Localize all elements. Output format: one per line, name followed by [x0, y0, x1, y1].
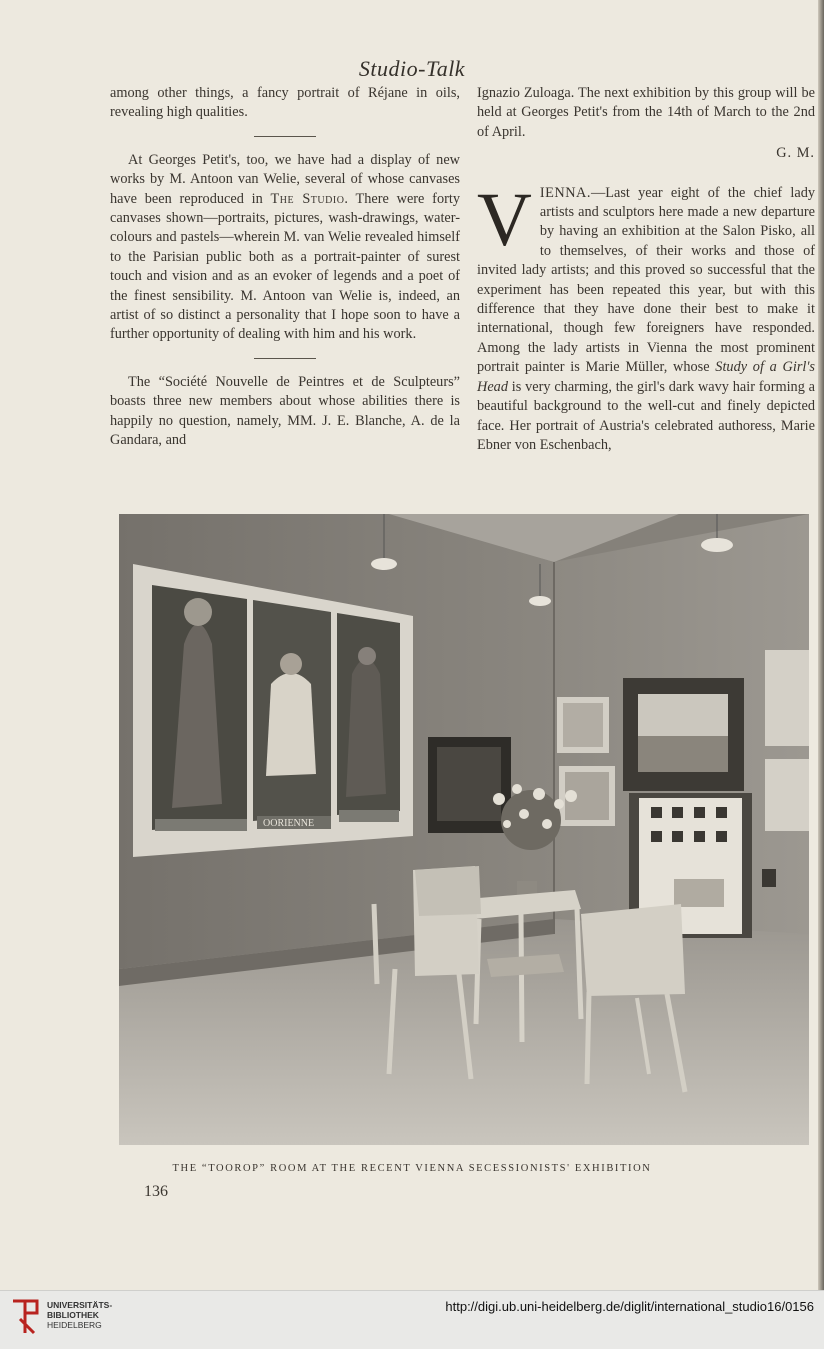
framed-painting	[765, 650, 809, 746]
source-url-link[interactable]: http://digi.ub.uni-heidelberg.de/diglit/international_studio16/0156	[445, 1299, 814, 1314]
left-column	[110, 84, 460, 451]
drop-cap: V	[477, 177, 532, 262]
figure-caption: THE “TOOROP” ROOM AT THE RECENT VIENNA SECESSIONISTS' EXHIBITION	[172, 1163, 652, 1174]
left-paragraph-3: The “Société Nouvelle de Peintres et de Sculpteurs” boasts three new members about whose abilities there is happily no question, namely, MM. J. E. Blanche, A. de la Gandara, and	[110, 373, 460, 449]
section-lead: IENNA.	[539, 184, 591, 201]
institution-name: UNIVERSITÄTS- BIBLIOTHEK HEIDELBERG	[47, 1300, 113, 1330]
artwork-title: Study of a Girl's Head	[477, 359, 815, 395]
page-edge-shadow	[818, 0, 824, 1290]
library-logo-icon	[10, 1297, 40, 1337]
vienna-paragraph: VIENNA.—Last year eight of the chief lady artists and sculptors here made a new departure by having an exhibition at the Salon Pisko, all to themselves, of their works and those of invited lady artists; and this proved so successful that the experiment has been repeated this year, but with this difference that they have done their best to make it international, though few foreigners have responded. Among the lady artists in Vienna the most prominent portrait painter is Marie Müller, whose Study of a Girl's Head is very charming, the girl's dark wavy hair forming a beautiful background to the well-cut and finely depicted face. Her portrait of Austria's celebrated authoress, Marie Ebner von Eschenbach,	[477, 177, 815, 453]
page-number: 136	[144, 1183, 168, 1200]
magazine-name: The Studio	[270, 190, 345, 207]
right-column	[477, 84, 815, 455]
left-paragraph-2: At Georges Petit's, too, we have had a display of new works by M. Antoon van Welie, several of whose canvases have been reproduced in The Studio. There were forty canvases shown—portraits, pictures, wash-drawings, water-colours and pastels—wherein M. van Welie revealed himself to the Parisian public both as a portrait-painter of surest touch and vision and as an evoker of legends and a poet of the finest sensibility. M. Antoon van Welie is, indeed, an artist of so distinct a personality that I hope soon to have a further opportunity of dealing with him and his work.	[110, 151, 460, 343]
left-paragraph-1: among other things, a fancy portrait of Réjane in oils, revealing high qualities.	[110, 85, 460, 121]
painting-inscription: OORIENNE	[263, 818, 315, 829]
section-rule	[254, 358, 316, 359]
section-rule	[254, 136, 316, 137]
wicker-chair	[415, 866, 481, 916]
framed-painting	[765, 759, 809, 831]
running-head: Studio-Talk	[358, 56, 466, 81]
right-paragraph-1: Ignazio Zuloaga. The next exhibition by this group will be held at Georges Petit's from the 14th of March to the 2nd of April.	[477, 85, 815, 140]
exhibition-photograph	[119, 514, 809, 1145]
author-signature: G. M.	[776, 145, 815, 162]
